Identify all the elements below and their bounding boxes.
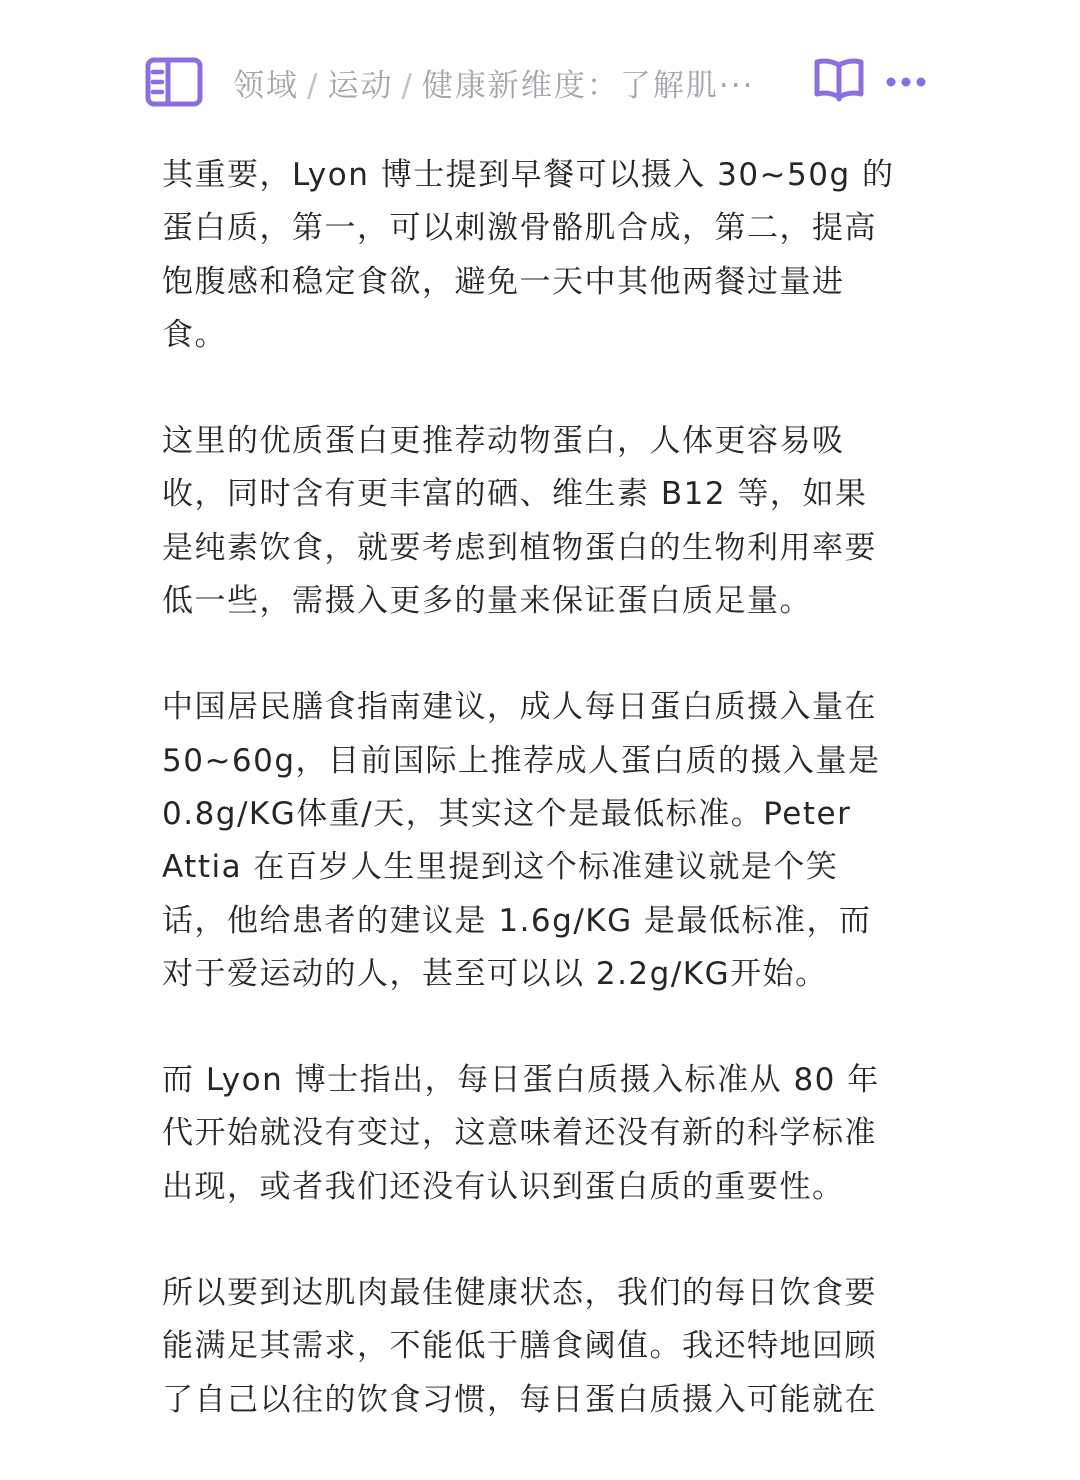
breadcrumb-item-domain[interactable]: 领域 [233, 67, 299, 104]
text-line: 饱腹感和稳定食欲，避免一天中其他两餐过量进 [162, 263, 845, 300]
text-line: 是纯素饮食，就要考虑到植物蛋白的生物利用率要 [162, 529, 877, 566]
text-line: 50~60g，目前国际上推荐成人蛋白质的摄入量是 [162, 742, 881, 779]
text-line: 话，他给患者的建议是 1.6g/KG 是最低标准，而 [162, 902, 872, 939]
breadcrumb-separator: / [401, 67, 414, 104]
paragraph-3 [162, 681, 910, 1001]
breadcrumb-item-sport[interactable]: 运动 [327, 67, 394, 104]
text-line: 低一些，需摄入更多的量来保证蛋白质足量。 [162, 583, 812, 620]
breadcrumb-separator: / [307, 67, 320, 104]
paragraph-2 [162, 415, 910, 628]
text-line: 代开始就没有变过，这意味着还没有新的科学标准 [162, 1115, 877, 1152]
breadcrumb-item-current[interactable]: 健康新维度：了解肌··· [421, 67, 755, 104]
text-line: Attia 在百岁人生里提到这个标准建议就是个笑 [162, 849, 839, 886]
text-line: 0.8g/KG体重/天，其实这个是最低标准。Peter [162, 795, 852, 832]
text-line: 对于爱运动的人，甚至可以以 2.2g/KG开始。 [162, 955, 828, 992]
top-bar [145, 50, 935, 114]
book-open-icon[interactable] [813, 56, 865, 102]
paragraph-4 [162, 1054, 910, 1214]
more-icon[interactable] [885, 70, 927, 94]
text-line: 能满足其需求，不能低于膳食阈值。我还特地回顾 [162, 1328, 877, 1365]
paragraph-1 [162, 149, 910, 362]
text-line: 中国居民膳食指南建议，成人每日蛋白质摄入量在 [162, 689, 877, 726]
text-line: 而 Lyon 博士指出，每日蛋白质摄入标准从 80 年 [162, 1062, 880, 1099]
text-line: 蛋白质，第一，可以刺激骨骼肌合成，第二，提高 [162, 210, 877, 247]
text-line: 食。 [162, 316, 227, 353]
text-line: 了自己以往的饮食习惯，每日蛋白质摄入可能就在 [162, 1381, 877, 1418]
text-line: 收，同时含有更丰富的硒、维生素 B12 等，如果 [162, 476, 868, 513]
text-line: 其重要，Lyon 博士提到早餐可以摄入 30~50g 的 [162, 157, 895, 193]
text-line: 这里的优质蛋白更推荐动物蛋白，人体更容易吸 [162, 423, 845, 460]
text-line: 出现，或者我们还没有认识到蛋白质的重要性。 [162, 1168, 845, 1205]
article-body [162, 149, 910, 1480]
text-line: 所以要到达肌肉最佳健康状态，我们的每日饮食要 [162, 1275, 877, 1312]
breadcrumb [233, 60, 789, 105]
paragraph-5 [162, 1267, 910, 1427]
outline-icon[interactable] [145, 57, 203, 107]
